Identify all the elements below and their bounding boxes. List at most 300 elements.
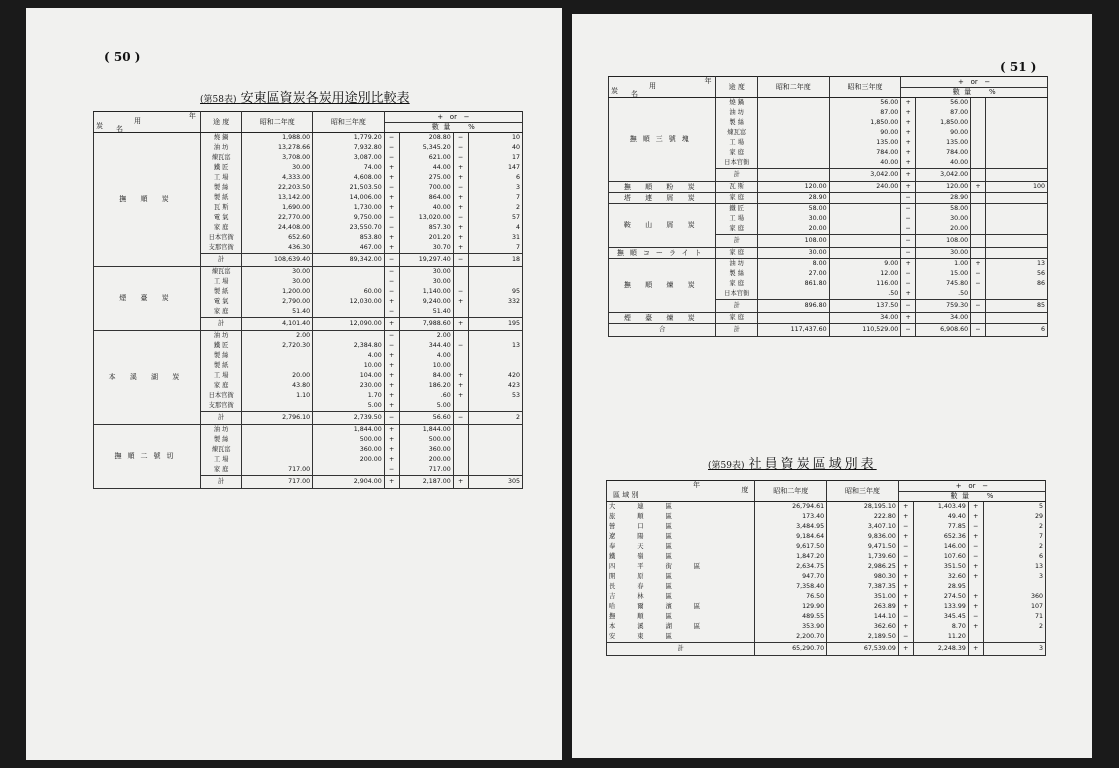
cell-showa3: 222.80 [827,512,899,522]
cell-showa3: 3,087.00 [313,153,385,163]
cell-sign: + [901,98,916,109]
cell-pct-sign [453,465,468,476]
cell-sign: − [901,269,916,279]
cell-showa2: 20.00 [757,224,829,235]
table-row [607,602,1046,612]
subtotal-showa2: 4,101.40 [242,318,313,331]
cell-sign: − [384,223,399,233]
header-or: or [970,78,978,86]
cell-pct: 147 [468,163,522,173]
cell-sign: − [384,287,399,297]
cell-pct-sign [453,455,468,465]
cell-region: 營 口 區 [607,522,755,532]
cell-pct: 86 [985,279,1047,289]
table-title-text: 社員資炭區域別表 [748,457,877,472]
cell-sign: − [384,213,399,223]
cell-showa3: 9.00 [829,259,901,270]
cell-pct: 7 [468,243,522,254]
cell-showa2: 947.70 [755,572,827,582]
table-row [607,592,1046,602]
header-do: 度 [741,486,749,494]
cell-use: 家 庭 [716,248,758,259]
cell-showa3: 1,730.00 [313,203,385,213]
cell-sign: + [901,128,916,138]
header-cell [716,77,758,98]
cell-amount: 9,240.00 [399,297,453,307]
cell-pct: 7 [983,532,1045,542]
cell-use: 油 坊 [716,259,758,270]
cell-amount: 784.00 [916,148,971,158]
cell-showa2: 8.00 [757,259,829,270]
cell-showa3 [313,267,385,278]
cell-pct-sign [971,224,986,235]
cell-use: 家 庭 [200,381,242,391]
cell-showa2: 353.90 [755,622,827,632]
subtotal-pct: 85 [985,300,1047,313]
cell-pct-sign [453,351,468,361]
cell-pct: 107 [983,602,1045,612]
cell-use: 鐵 匠 [200,163,242,173]
corner-header [607,481,755,502]
total-showa3: 67,539.09 [827,643,899,656]
cell-pct-sign: + [968,532,983,542]
cell-pct-sign: + [971,259,986,270]
table-row [609,313,1048,324]
corner-header [94,112,201,133]
cell-pct-sign: + [453,243,468,254]
header-pct: % [988,88,996,96]
cell-amount: 11.20 [913,632,968,643]
cell-use: 工 場 [200,277,242,287]
cell-use: 家 庭 [200,307,242,318]
cell-use: 製 絲 [716,118,758,128]
cell-pct-sign [968,582,983,592]
cell-sign: − [898,552,913,562]
cell-amount: 30.00 [399,277,453,287]
cell-pct-sign: − [968,542,983,552]
cell-showa3: 9,750.00 [313,213,385,223]
page-number: ( 50 ) [104,50,141,64]
header-showa2: 昭和二年度 [757,77,829,98]
table-58 [93,111,523,489]
cell-amount: 30.70 [399,243,453,254]
cell-pct: 7 [468,193,522,203]
table-row [94,425,523,436]
cell-showa2: 3,708.00 [242,153,313,163]
cell-amount: 1,140.00 [399,287,453,297]
cell-sign: − [384,465,399,476]
cell-showa3: 1.70 [313,391,385,401]
total-pct: 3 [983,643,1045,656]
cell-showa2: 51.40 [242,307,313,318]
table-row [607,562,1046,572]
cell-use: 工 場 [200,173,242,183]
header-mei: 名 [116,125,123,133]
cell-pct-sign: − [453,341,468,351]
cell-pct: 17 [468,153,522,163]
cell-showa2 [757,148,829,158]
cell-sign: + [384,243,399,254]
table-row [607,572,1046,582]
subtotal-showa2: 108.00 [757,235,829,248]
cell-pct-sign: + [971,182,986,193]
cell-pct-sign: + [453,163,468,173]
cell-use: 家 庭 [716,224,758,235]
cell-showa3: 360.00 [313,445,385,455]
cell-pct-sign: − [453,287,468,297]
header-plus: + [437,113,444,121]
group-label: 塔 連 屑 炭 [609,193,716,204]
cell-showa2 [242,445,313,455]
cell-showa2: 30.00 [757,248,829,259]
cell-amount: 1,403.49 [913,502,968,513]
cell-use: 煉瓦窰 [200,267,242,278]
cell-use: 製 絲 [200,183,242,193]
cell-showa2: 2,720.30 [242,341,313,351]
subtotal-amount: 3,042.00 [916,169,971,182]
cell-sign: − [384,133,399,144]
cell-use: 燒 鍋 [716,98,758,109]
cell-pct-sign [968,632,983,643]
group-label: 撫 順 煉 炭 [609,259,716,313]
cell-amount: 44.00 [399,163,453,173]
cell-sign: − [384,183,399,193]
grand-total-label2: 計 [716,324,758,337]
cell-showa2: 7,358.40 [755,582,827,592]
page-number: ( 51 ) [1000,60,1037,74]
header-yo: 用 [649,82,656,90]
cell-use: 工 場 [200,455,242,465]
cell-showa2: 43.80 [242,381,313,391]
corner-header [609,77,716,98]
cell-pct: 2 [983,522,1045,532]
cell-showa3: 1,844.00 [313,425,385,436]
subtotal-amount: 19,297.40 [399,254,453,267]
grand-total-amount: 6,908.60 [916,324,971,337]
group-label: 撫 順 粉 炭 [609,182,716,193]
cell-pct [468,425,522,436]
cell-sign: + [898,502,913,513]
cell-showa2: 129.90 [755,602,827,612]
cell-showa3 [829,224,901,235]
table-row [94,267,523,278]
cell-pct [468,445,522,455]
subtotal-use: 計 [200,318,242,331]
header-kazu: 數 [950,492,958,500]
cell-pct: 31 [468,233,522,243]
total-row [607,643,1046,656]
cell-region: 開 原 區 [607,572,755,582]
cell-pct-sign: + [968,512,983,522]
cell-showa2: 1,690.00 [242,203,313,213]
cell-sign: − [901,214,916,224]
group-label: 鞍 山 屑 炭 [609,204,716,248]
cell-showa3 [829,214,901,224]
cell-pct: 53 [468,391,522,401]
cell-showa3: 500.00 [313,435,385,445]
cell-pct-sign [971,313,986,324]
cell-sign: + [898,532,913,542]
cell-sign: − [898,522,913,532]
cell-use: 煉瓦窰 [716,128,758,138]
cell-use: 油 坊 [200,143,242,153]
header-yo: 用 [134,117,141,125]
table-58-continued [608,76,1048,337]
cell-pct-sign [453,401,468,412]
cell-sign: + [898,602,913,612]
subtotal-use: 計 [716,300,758,313]
cell-showa3: 144.10 [827,612,899,622]
cell-showa3: 3,407.10 [827,522,899,532]
cell-pct: 6 [468,173,522,183]
cell-pct: 13 [468,341,522,351]
cell-sign: − [901,193,916,204]
cell-amount: 30.00 [916,214,971,224]
cell-use: 家 庭 [200,465,242,476]
subtotal-showa3: 3,042.00 [829,169,901,182]
cell-use: 瓦 斯 [716,182,758,193]
cell-showa2 [757,128,829,138]
cell-region: 安 東 區 [607,632,755,643]
cell-amount: 84.00 [399,371,453,381]
cell-showa2 [242,401,313,412]
cell-showa3: .50 [829,289,901,300]
subtotal-sign: − [384,412,399,425]
header-showa3: 昭和三年度 [829,77,901,98]
subtotal-pct: 2 [468,412,522,425]
cell-use: 支那官衙 [200,401,242,412]
subtotal-showa3: 89,342.00 [313,254,385,267]
cell-showa3: 1,850.00 [829,118,901,128]
cell-pct [985,128,1047,138]
header-or: or [968,482,976,490]
cell-pct [468,267,522,278]
cell-showa3: 230.00 [313,381,385,391]
cell-use: 燒 鍋 [200,133,242,144]
subtotal-showa2: 2,796.10 [242,412,313,425]
grand-total-showa3: 110,529.00 [829,324,901,337]
left-page [26,8,562,760]
right-page [572,14,1092,758]
cell-amount: 58.00 [916,204,971,215]
cell-sign: + [384,445,399,455]
cell-sign: + [384,193,399,203]
table-59 [606,480,1046,656]
cell-showa3: 7,387.35 [827,582,899,592]
cell-sign: − [898,612,913,622]
cell-amount: 1,844.00 [399,425,453,436]
total-sign: + [898,643,913,656]
cell-showa2 [242,351,313,361]
cell-pct: 360 [983,592,1045,602]
cell-pct-sign [971,98,986,109]
cell-sign: + [901,259,916,270]
header-ryo: 量 [964,88,972,96]
subtotal-sign: − [901,235,916,248]
cell-showa2 [757,313,829,324]
grand-total-showa2: 117,437.60 [757,324,829,337]
cell-pct-sign [971,193,986,204]
cell-showa2: 489.55 [755,612,827,622]
subtotal-amount: 2,187.00 [399,476,453,489]
subtotal-pct: 305 [468,476,522,489]
subtotal-amount: 759.30 [916,300,971,313]
cell-showa2 [757,289,829,300]
cell-sign: + [384,371,399,381]
cell-pct: 56 [985,269,1047,279]
cell-sign: − [384,153,399,163]
cell-use: 油 坊 [716,108,758,118]
cell-showa2: 2.00 [242,331,313,342]
cell-amount: .60 [399,391,453,401]
cell-showa2: 28.90 [757,193,829,204]
cell-region: 奉 天 區 [607,542,755,552]
header-diff [384,112,522,133]
cell-pct-sign: + [453,381,468,391]
cell-sign: + [901,138,916,148]
cell-showa3: 240.00 [829,182,901,193]
cell-pct [468,465,522,476]
cell-pct: 10 [468,133,522,144]
cell-use: 製 絲 [200,351,242,361]
cell-amount: 133.99 [913,602,968,612]
cell-region: 本 溪 湖 區 [607,622,755,632]
header-minus: − [463,113,470,121]
group-label: 撫順コーライト [609,248,716,259]
cell-showa2 [242,425,313,436]
cell-pct: 100 [985,182,1047,193]
cell-sign: + [384,203,399,213]
cell-sign: − [898,632,913,643]
subtotal-pct: 195 [468,318,522,331]
cell-pct-sign: + [453,233,468,243]
cell-showa3: 12.00 [829,269,901,279]
cell-pct-sign [971,214,986,224]
cell-amount: 275.00 [399,173,453,183]
header-kazu: 數 [952,88,960,96]
cell-sign: + [384,163,399,173]
cell-showa3: 7,932.80 [313,143,385,153]
cell-use: 工 場 [200,371,242,381]
cell-showa2 [757,118,829,128]
cell-showa3: 9,471.50 [827,542,899,552]
cell-pct-sign: + [453,371,468,381]
cell-showa3: 9,836.00 [827,532,899,542]
table-title-text: 安東區資炭各炭用途別比較表 [240,91,410,106]
cell-region: 長 春 區 [607,582,755,592]
cell-showa2: 2,634.75 [755,562,827,572]
header-nen: 年 [188,112,196,120]
cell-use: 製 紙 [200,287,242,297]
cell-showa3 [313,465,385,476]
cell-amount: 30.00 [399,267,453,278]
cell-sign: + [384,391,399,401]
cell-use: 工 場 [716,214,758,224]
cell-pct-sign [453,445,468,455]
header-kuiki: 區 域 別 [613,491,639,499]
header-nen: 年 [693,481,700,489]
cell-amount: 28.95 [913,582,968,592]
subtotal-amount: 108.00 [916,235,971,248]
cell-sign: + [384,425,399,436]
subtotal-pct-sign: − [453,254,468,267]
cell-pct: 3 [983,572,1045,582]
cell-showa3: 116.00 [829,279,901,289]
cell-use: 日本官衙 [200,233,242,243]
cell-amount: 40.00 [399,203,453,213]
cell-pct: 13 [983,562,1045,572]
header-or: or [449,113,457,121]
cell-showa2 [242,435,313,445]
subtotal-amount: 7,988.60 [399,318,453,331]
cell-use: 家 庭 [200,223,242,233]
cell-pct-sign [971,158,986,169]
cell-amount: 652.36 [913,532,968,542]
cell-pct-sign [453,277,468,287]
cell-showa3: 2,986.25 [827,562,899,572]
cell-showa3: 2,189.50 [827,632,899,643]
cell-use: 支那官衙 [200,243,242,254]
cell-sign: + [901,182,916,193]
cell-showa3: 74.00 [313,163,385,173]
cell-use: 家 庭 [716,148,758,158]
cell-use: 工 場 [716,138,758,148]
cell-region: 旅 順 區 [607,512,755,522]
cell-use: 製 絲 [716,269,758,279]
cell-sign: + [898,562,913,572]
cell-amount: 274.50 [913,592,968,602]
total-showa2: 65,290.70 [755,643,827,656]
cell-showa2: 30.00 [757,214,829,224]
cell-pct-sign: − [453,183,468,193]
cell-amount: 500.00 [399,435,453,445]
cell-showa3: 4.00 [313,351,385,361]
header-showa2: 昭和二年度 [242,112,313,133]
cell-sign: + [384,455,399,465]
header-do: 度 [222,117,230,126]
cell-showa2: 1.10 [242,391,313,401]
cell-sign: − [384,307,399,318]
cell-showa3: 1,739.60 [827,552,899,562]
header-ryo: 量 [961,492,969,500]
table-row [607,532,1046,542]
cell-pct [985,98,1047,109]
cell-pct-sign [453,331,468,342]
cell-showa3: 23,550.70 [313,223,385,233]
cell-pct-sign [971,108,986,118]
cell-sign: − [384,267,399,278]
cell-pct-sign [971,148,986,158]
header-do: 度 [737,82,745,91]
subtotal-showa3: 137.50 [829,300,901,313]
header-diff [901,77,1048,98]
cell-showa3: 28,195.10 [827,502,899,513]
cell-showa2: 22,203.50 [242,183,313,193]
table-row [94,331,523,342]
cell-use: 製 紙 [200,193,242,203]
header-nen: 年 [704,77,712,85]
cell-region: 遼 陽 區 [607,532,755,542]
cell-amount: 360.00 [399,445,453,455]
cell-pct-sign [453,267,468,278]
cell-showa2 [242,361,313,371]
total-label: 計 [607,643,755,656]
cell-pct [468,351,522,361]
cell-amount: 30.00 [916,248,971,259]
subtotal-sign: + [384,318,399,331]
cell-pct-sign: + [968,592,983,602]
cell-amount: 32.60 [913,572,968,582]
